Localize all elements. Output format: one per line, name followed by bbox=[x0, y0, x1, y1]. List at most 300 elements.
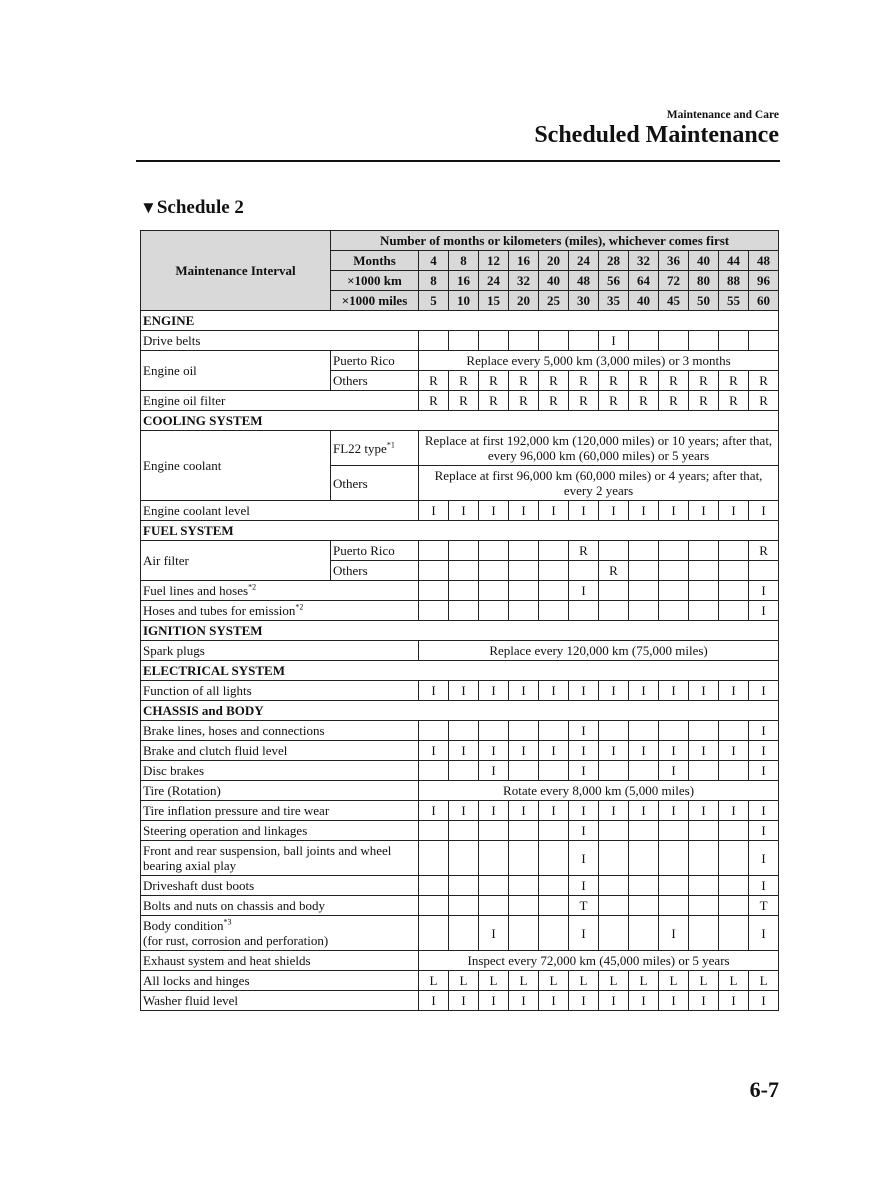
schedule-cell: I bbox=[539, 681, 569, 701]
schedule-cell: R bbox=[419, 391, 449, 411]
schedule-cell bbox=[449, 581, 479, 601]
schedule-cell: I bbox=[629, 741, 659, 761]
schedule-cell: I bbox=[599, 501, 629, 521]
item-label bbox=[141, 741, 419, 761]
schedule-cell bbox=[539, 581, 569, 601]
schedule-cell: I bbox=[749, 821, 779, 841]
schedule-cell: I bbox=[479, 741, 509, 761]
header-value: 16 bbox=[509, 251, 539, 271]
schedule-cell: I bbox=[749, 721, 779, 741]
schedule-cell: I bbox=[659, 741, 689, 761]
item-label-text: Washer fluid level bbox=[143, 993, 238, 1008]
schedule-cell bbox=[629, 721, 659, 741]
header-value: 48 bbox=[569, 271, 599, 291]
header-value: 35 bbox=[599, 291, 629, 311]
schedule-cell: I bbox=[569, 761, 599, 781]
page-number: 6-7 bbox=[749, 1077, 779, 1102]
item-label bbox=[141, 781, 419, 801]
item-label-text: Engine coolant level bbox=[143, 503, 250, 518]
header-value: 44 bbox=[719, 251, 749, 271]
schedule-cell: I bbox=[539, 801, 569, 821]
schedule-cell: I bbox=[749, 761, 779, 781]
schedule-cell bbox=[509, 896, 539, 916]
schedule-cell: I bbox=[569, 991, 599, 1011]
table-row bbox=[141, 721, 779, 741]
triangle-icon: ▼ bbox=[140, 198, 157, 217]
schedule-cell: L bbox=[539, 971, 569, 991]
schedule-cell bbox=[509, 876, 539, 896]
schedule-cell: I bbox=[419, 741, 449, 761]
schedule-cell bbox=[689, 841, 719, 876]
item-label bbox=[331, 371, 419, 391]
schedule-cell bbox=[449, 821, 479, 841]
schedule-cell bbox=[629, 821, 659, 841]
item-label-text: Engine coolant bbox=[143, 458, 222, 473]
schedule-cell: R bbox=[599, 371, 629, 391]
schedule-cell bbox=[629, 761, 659, 781]
item-label-text: Brake lines, hoses and connections bbox=[143, 723, 325, 738]
table-row bbox=[141, 541, 779, 561]
header-value: 32 bbox=[509, 271, 539, 291]
schedule-cell bbox=[599, 841, 629, 876]
header-unit-label: ×1000 miles bbox=[331, 291, 419, 311]
header-value: 24 bbox=[479, 271, 509, 291]
schedule-title: Schedule 2 bbox=[156, 197, 244, 218]
schedule-cell bbox=[719, 541, 749, 561]
footnote-marker: *1 bbox=[386, 440, 395, 450]
section-title: CHASSIS and BODY bbox=[141, 701, 779, 721]
item-label bbox=[141, 721, 419, 741]
item-label bbox=[141, 916, 419, 951]
header-value: 12 bbox=[479, 251, 509, 271]
header-value: 40 bbox=[629, 291, 659, 311]
schedule-cell: R bbox=[659, 391, 689, 411]
schedule-cell bbox=[509, 601, 539, 621]
period-caption: Number of months or kilometers (miles), whichever comes first bbox=[331, 231, 779, 251]
item-label bbox=[141, 641, 419, 661]
schedule-cell: R bbox=[599, 391, 629, 411]
schedule-cell bbox=[719, 896, 749, 916]
schedule-cell bbox=[419, 331, 449, 351]
table-row bbox=[141, 391, 779, 411]
item-label-text: Tire inflation pressure and tire wear bbox=[143, 803, 330, 818]
table-row bbox=[141, 801, 779, 821]
schedule-cell: I bbox=[659, 501, 689, 521]
schedule-cell bbox=[719, 841, 749, 876]
schedule-cell bbox=[509, 916, 539, 951]
schedule-cell bbox=[509, 721, 539, 741]
header-value: 36 bbox=[659, 251, 689, 271]
header-value: 60 bbox=[749, 291, 779, 311]
title-rule bbox=[136, 160, 780, 162]
header-value: 28 bbox=[599, 251, 629, 271]
section-row bbox=[141, 701, 779, 721]
section-title: IGNITION SYSTEM bbox=[141, 621, 779, 641]
table-row bbox=[141, 971, 779, 991]
interval-note: Replace every 120,000 km (75,000 miles) bbox=[419, 641, 779, 661]
schedule-cell: I bbox=[719, 501, 749, 521]
schedule-cell: I bbox=[659, 681, 689, 701]
schedule-cell: I bbox=[659, 761, 689, 781]
schedule-cell: R bbox=[419, 371, 449, 391]
item-label bbox=[141, 331, 419, 351]
schedule-cell bbox=[509, 541, 539, 561]
schedule-cell: I bbox=[569, 681, 599, 701]
schedule-cell: T bbox=[569, 896, 599, 916]
schedule-cell: R bbox=[689, 371, 719, 391]
schedule-cell bbox=[659, 601, 689, 621]
schedule-cell bbox=[659, 581, 689, 601]
schedule-cell bbox=[719, 331, 749, 351]
section-row bbox=[141, 311, 779, 331]
schedule-cell: I bbox=[509, 501, 539, 521]
schedule-cell: I bbox=[479, 761, 509, 781]
schedule-cell: L bbox=[569, 971, 599, 991]
interval-note: Replace at first 96,000 km (60,000 miles) or 4 years; after that, every 2 years bbox=[419, 466, 779, 501]
schedule-cell bbox=[629, 601, 659, 621]
schedule-cell: I bbox=[569, 801, 599, 821]
item-label bbox=[141, 601, 419, 621]
table-row bbox=[141, 781, 779, 801]
schedule-cell bbox=[749, 561, 779, 581]
schedule-cell: I bbox=[569, 876, 599, 896]
schedule-cell bbox=[719, 581, 749, 601]
schedule-cell: I bbox=[509, 681, 539, 701]
schedule-cell: R bbox=[719, 391, 749, 411]
schedule-cell bbox=[509, 331, 539, 351]
schedule-cell bbox=[659, 541, 689, 561]
schedule-cell: R bbox=[509, 371, 539, 391]
schedule-cell: I bbox=[599, 331, 629, 351]
schedule-cell bbox=[689, 721, 719, 741]
schedule-cell: R bbox=[509, 391, 539, 411]
schedule-cell: I bbox=[719, 741, 749, 761]
schedule-cell: I bbox=[719, 801, 749, 821]
schedule-cell bbox=[689, 916, 719, 951]
schedule-cell: I bbox=[659, 916, 689, 951]
maintenance-table bbox=[140, 230, 779, 1011]
item-label bbox=[141, 841, 419, 876]
schedule-cell: I bbox=[749, 681, 779, 701]
header-value: 5 bbox=[419, 291, 449, 311]
schedule-cell bbox=[689, 876, 719, 896]
schedule-cell: R bbox=[749, 541, 779, 561]
schedule-cell: I bbox=[569, 501, 599, 521]
item-label-text: Hoses and tubes for emission bbox=[143, 603, 296, 618]
schedule-cell bbox=[629, 876, 659, 896]
section-title: COOLING SYSTEM bbox=[141, 411, 779, 431]
schedule-cell: I bbox=[749, 501, 779, 521]
schedule-cell: L bbox=[719, 971, 749, 991]
item-label-text: Puerto Rico bbox=[333, 353, 395, 368]
schedule-cell: I bbox=[569, 916, 599, 951]
interval-label: Maintenance Interval bbox=[141, 231, 331, 311]
schedule-cell bbox=[659, 821, 689, 841]
schedule-cell bbox=[539, 721, 569, 741]
schedule-cell bbox=[569, 601, 599, 621]
schedule-cell bbox=[449, 761, 479, 781]
item-label bbox=[141, 681, 419, 701]
schedule-cell: R bbox=[629, 391, 659, 411]
schedule-cell: I bbox=[719, 991, 749, 1011]
schedule-cell bbox=[449, 331, 479, 351]
schedule-cell: I bbox=[629, 681, 659, 701]
section-label: Maintenance and Care bbox=[666, 109, 779, 121]
schedule-cell bbox=[539, 896, 569, 916]
section-title: ELECTRICAL SYSTEM bbox=[141, 661, 779, 681]
item-label bbox=[331, 561, 419, 581]
schedule-cell: R bbox=[449, 391, 479, 411]
schedule-cell bbox=[419, 916, 449, 951]
schedule-cell bbox=[419, 841, 449, 876]
schedule-cell bbox=[569, 561, 599, 581]
schedule-cell: I bbox=[449, 501, 479, 521]
schedule-cell: L bbox=[479, 971, 509, 991]
schedule-cell bbox=[479, 876, 509, 896]
schedule-cell bbox=[629, 896, 659, 916]
table-row bbox=[141, 501, 779, 521]
item-label bbox=[141, 761, 419, 781]
schedule-cell bbox=[749, 331, 779, 351]
interval-note: Replace at first 192,000 km (120,000 miles) or 10 years; after that, every 96,000 km (60,000 miles) or 5 years bbox=[419, 431, 779, 466]
schedule-cell bbox=[539, 916, 569, 951]
schedule-cell bbox=[689, 331, 719, 351]
schedule-cell: I bbox=[539, 501, 569, 521]
schedule-cell bbox=[419, 761, 449, 781]
item-label bbox=[141, 876, 419, 896]
schedule-cell: I bbox=[449, 801, 479, 821]
schedule-cell bbox=[449, 721, 479, 741]
table-row bbox=[141, 681, 779, 701]
table-row bbox=[141, 896, 779, 916]
schedule-cell: R bbox=[569, 391, 599, 411]
table-row bbox=[141, 991, 779, 1011]
schedule-cell bbox=[539, 561, 569, 581]
schedule-cell: R bbox=[539, 391, 569, 411]
header-value: 40 bbox=[689, 251, 719, 271]
schedule-cell bbox=[419, 581, 449, 601]
schedule-cell: R bbox=[569, 541, 599, 561]
schedule-cell bbox=[689, 821, 719, 841]
schedule-cell: I bbox=[599, 741, 629, 761]
schedule-cell: I bbox=[689, 801, 719, 821]
schedule-cell bbox=[719, 916, 749, 951]
schedule-cell bbox=[479, 581, 509, 601]
schedule-cell bbox=[629, 841, 659, 876]
schedule-cell: L bbox=[689, 971, 719, 991]
schedule-cell bbox=[449, 601, 479, 621]
schedule-cell: I bbox=[419, 801, 449, 821]
schedule-cell bbox=[719, 721, 749, 741]
item-label-text: Body condition bbox=[143, 918, 224, 933]
schedule-cell: I bbox=[569, 821, 599, 841]
schedule-cell: I bbox=[449, 991, 479, 1011]
item-label bbox=[141, 801, 419, 821]
schedule-cell bbox=[509, 561, 539, 581]
schedule-cell: T bbox=[749, 896, 779, 916]
schedule-cell bbox=[509, 761, 539, 781]
schedule-heading bbox=[140, 197, 244, 219]
schedule-cell: I bbox=[599, 991, 629, 1011]
schedule-cell: I bbox=[449, 681, 479, 701]
header-value: 10 bbox=[449, 291, 479, 311]
schedule-cell bbox=[419, 541, 449, 561]
schedule-cell bbox=[449, 561, 479, 581]
item-label-note: (for rust, corrosion and perforation) bbox=[143, 933, 329, 948]
footnote-marker: *2 bbox=[295, 602, 304, 612]
schedule-cell bbox=[719, 601, 749, 621]
item-label-text: Front and rear suspension, ball joints and wheel bearing axial play bbox=[143, 843, 392, 873]
schedule-cell bbox=[599, 821, 629, 841]
item-label bbox=[141, 951, 419, 971]
table-row bbox=[141, 916, 779, 951]
schedule-cell bbox=[479, 841, 509, 876]
schedule-cell bbox=[599, 581, 629, 601]
schedule-cell bbox=[599, 876, 629, 896]
footnote-marker: *2 bbox=[248, 582, 257, 592]
schedule-cell bbox=[539, 821, 569, 841]
table-row bbox=[141, 761, 779, 781]
item-label bbox=[141, 431, 331, 501]
schedule-cell bbox=[419, 821, 449, 841]
schedule-cell bbox=[479, 896, 509, 916]
header-value: 8 bbox=[449, 251, 479, 271]
schedule-cell: I bbox=[479, 991, 509, 1011]
item-label bbox=[141, 581, 419, 601]
schedule-cell: I bbox=[419, 681, 449, 701]
schedule-cell: L bbox=[629, 971, 659, 991]
schedule-cell: R bbox=[719, 371, 749, 391]
item-label-text: Others bbox=[333, 373, 368, 388]
header-value: 55 bbox=[719, 291, 749, 311]
header-value: 15 bbox=[479, 291, 509, 311]
schedule-cell bbox=[479, 541, 509, 561]
interval-note: Inspect every 72,000 km (45,000 miles) or 5 years bbox=[419, 951, 779, 971]
schedule-cell: I bbox=[719, 681, 749, 701]
schedule-cell: I bbox=[749, 581, 779, 601]
schedule-cell: I bbox=[539, 741, 569, 761]
item-label bbox=[331, 431, 419, 466]
header-value: 25 bbox=[539, 291, 569, 311]
item-label bbox=[141, 971, 419, 991]
item-label-text: Bolts and nuts on chassis and body bbox=[143, 898, 325, 913]
item-label bbox=[141, 501, 419, 521]
schedule-cell bbox=[659, 721, 689, 741]
header-value: 32 bbox=[629, 251, 659, 271]
schedule-cell bbox=[629, 581, 659, 601]
section-row bbox=[141, 411, 779, 431]
schedule-cell: R bbox=[449, 371, 479, 391]
schedule-cell bbox=[449, 541, 479, 561]
schedule-cell: I bbox=[629, 501, 659, 521]
schedule-cell: I bbox=[689, 681, 719, 701]
table-row bbox=[141, 431, 779, 466]
schedule-cell: L bbox=[509, 971, 539, 991]
item-label-text: Air filter bbox=[143, 553, 189, 568]
schedule-cell: I bbox=[749, 801, 779, 821]
schedule-cell: I bbox=[539, 991, 569, 1011]
table-row bbox=[141, 581, 779, 601]
schedule-cell: R bbox=[479, 371, 509, 391]
schedule-cell bbox=[539, 601, 569, 621]
schedule-cell bbox=[599, 896, 629, 916]
item-label bbox=[141, 391, 419, 411]
table-row bbox=[141, 641, 779, 661]
schedule-cell: R bbox=[659, 371, 689, 391]
schedule-cell bbox=[629, 331, 659, 351]
item-label-text: Engine oil filter bbox=[143, 393, 226, 408]
schedule-cell bbox=[479, 331, 509, 351]
schedule-cell bbox=[599, 721, 629, 741]
header-value: 16 bbox=[449, 271, 479, 291]
schedule-cell: I bbox=[689, 991, 719, 1011]
schedule-cell: I bbox=[479, 681, 509, 701]
schedule-cell bbox=[539, 761, 569, 781]
schedule-cell bbox=[419, 721, 449, 741]
schedule-cell bbox=[419, 876, 449, 896]
schedule-cell: I bbox=[569, 581, 599, 601]
section-row bbox=[141, 521, 779, 541]
header-value: 88 bbox=[719, 271, 749, 291]
schedule-cell: I bbox=[479, 916, 509, 951]
header-value: 48 bbox=[749, 251, 779, 271]
schedule-cell bbox=[419, 601, 449, 621]
item-label bbox=[141, 821, 419, 841]
schedule-cell: R bbox=[599, 561, 629, 581]
header-value: 45 bbox=[659, 291, 689, 311]
schedule-cell bbox=[689, 601, 719, 621]
schedule-cell bbox=[599, 916, 629, 951]
schedule-cell: I bbox=[509, 801, 539, 821]
schedule-cell: L bbox=[449, 971, 479, 991]
schedule-cell bbox=[509, 841, 539, 876]
schedule-cell bbox=[719, 561, 749, 581]
section-title: FUEL SYSTEM bbox=[141, 521, 779, 541]
section-row bbox=[141, 661, 779, 681]
schedule-cell: R bbox=[689, 391, 719, 411]
header-value: 24 bbox=[569, 251, 599, 271]
header-value: 64 bbox=[629, 271, 659, 291]
schedule-cell: R bbox=[539, 371, 569, 391]
table-row bbox=[141, 331, 779, 351]
schedule-cell bbox=[659, 896, 689, 916]
schedule-cell bbox=[539, 331, 569, 351]
footnote-marker: *3 bbox=[223, 917, 232, 927]
schedule-cell bbox=[689, 541, 719, 561]
header-value: 4 bbox=[419, 251, 449, 271]
schedule-cell bbox=[539, 876, 569, 896]
schedule-cell bbox=[479, 721, 509, 741]
schedule-cell bbox=[689, 761, 719, 781]
table-row bbox=[141, 876, 779, 896]
schedule-cell bbox=[449, 896, 479, 916]
schedule-cell: I bbox=[749, 741, 779, 761]
schedule-cell: R bbox=[749, 371, 779, 391]
schedule-cell: I bbox=[749, 601, 779, 621]
item-label-text: Puerto Rico bbox=[333, 543, 395, 558]
schedule-cell bbox=[659, 841, 689, 876]
schedule-cell: I bbox=[629, 991, 659, 1011]
page-title: Scheduled Maintenance bbox=[534, 122, 779, 148]
table-row bbox=[141, 821, 779, 841]
schedule-cell bbox=[509, 821, 539, 841]
header-value: 20 bbox=[539, 251, 569, 271]
schedule-cell: L bbox=[659, 971, 689, 991]
header-value: 40 bbox=[539, 271, 569, 291]
schedule-cell bbox=[479, 561, 509, 581]
header-value: 72 bbox=[659, 271, 689, 291]
schedule-cell bbox=[479, 601, 509, 621]
